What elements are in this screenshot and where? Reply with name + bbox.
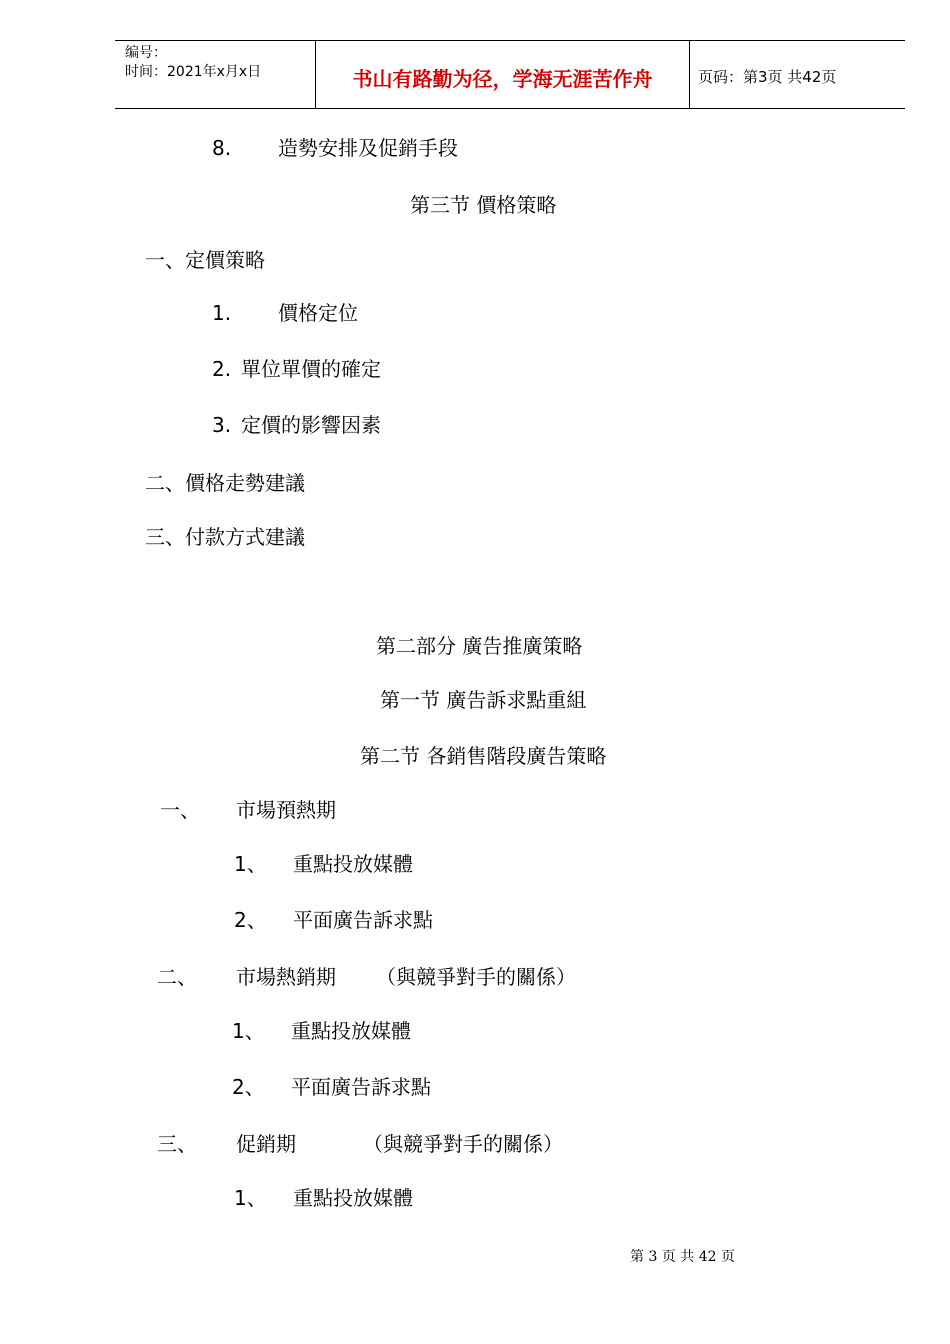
stage-title: 市場熱銷期 — [236, 965, 336, 989]
list-item-text: 平面廣告訴求點 — [291, 1075, 431, 1099]
page-header — [115, 40, 905, 109]
item-8-text: 造勢安排及促銷手段 — [278, 136, 458, 160]
section-heading: 第一节 廣告訴求點重組 — [380, 688, 587, 712]
list-item-text: 平面廣告訴求點 — [293, 908, 433, 932]
section-heading: 第三节 價格策略 — [410, 193, 557, 217]
list-item-number: 1. — [212, 301, 232, 325]
stage-title: 促銷期 — [236, 1132, 296, 1156]
doc-number-label: 编号： — [125, 45, 167, 61]
part-heading: 第二部分 廣告推廣策略 — [376, 634, 583, 658]
list-item-number: 1、 — [234, 852, 267, 876]
list-item-number: 1、 — [232, 1019, 265, 1043]
stage-number: 三、 — [157, 1132, 197, 1156]
subsection-heading: 一、定價策略 — [145, 248, 265, 272]
list-item-number: 2、 — [232, 1075, 265, 1099]
subsection-heading: 二、價格走勢建議 — [145, 471, 305, 495]
section-heading: 第二节 各銷售階段廣告策略 — [360, 744, 607, 768]
header-page-info: 页码：第3页 共42页 — [698, 68, 837, 86]
list-item-number: 2、 — [234, 908, 267, 932]
list-item-number: 2. — [212, 357, 232, 381]
list-item-text: 價格定位 — [278, 301, 358, 325]
header-motto-cell — [315, 41, 690, 108]
list-item-number: 1、 — [234, 1186, 267, 1210]
list-item-text: 單位單價的確定 — [241, 357, 381, 381]
stage-note: （與競爭對手的關係） — [376, 965, 576, 989]
header-motto: 书山有路勤为径，学海无涯苦作舟 — [352, 67, 653, 91]
stage-note: （與競爭對手的關係） — [363, 1132, 563, 1156]
list-item-text: 重點投放媒體 — [291, 1019, 411, 1043]
doc-time-label: 时间：2021年x月x日 — [125, 64, 262, 80]
stage-title: 市場預熱期 — [236, 798, 336, 822]
subsection-heading: 三、付款方式建議 — [145, 525, 305, 549]
stage-number: 二、 — [157, 965, 197, 989]
page-footer: 第 3 页 共 42 页 — [630, 1249, 735, 1265]
list-item-text: 定價的影響因素 — [241, 413, 381, 437]
item-8-number: 8. — [212, 136, 232, 160]
list-item-text: 重點投放媒體 — [293, 852, 413, 876]
header-meta — [115, 41, 315, 108]
header-page-cell — [689, 41, 905, 108]
list-item-text: 重點投放媒體 — [293, 1186, 413, 1210]
stage-number: 一、 — [160, 798, 200, 822]
list-item-number: 3. — [212, 413, 232, 437]
